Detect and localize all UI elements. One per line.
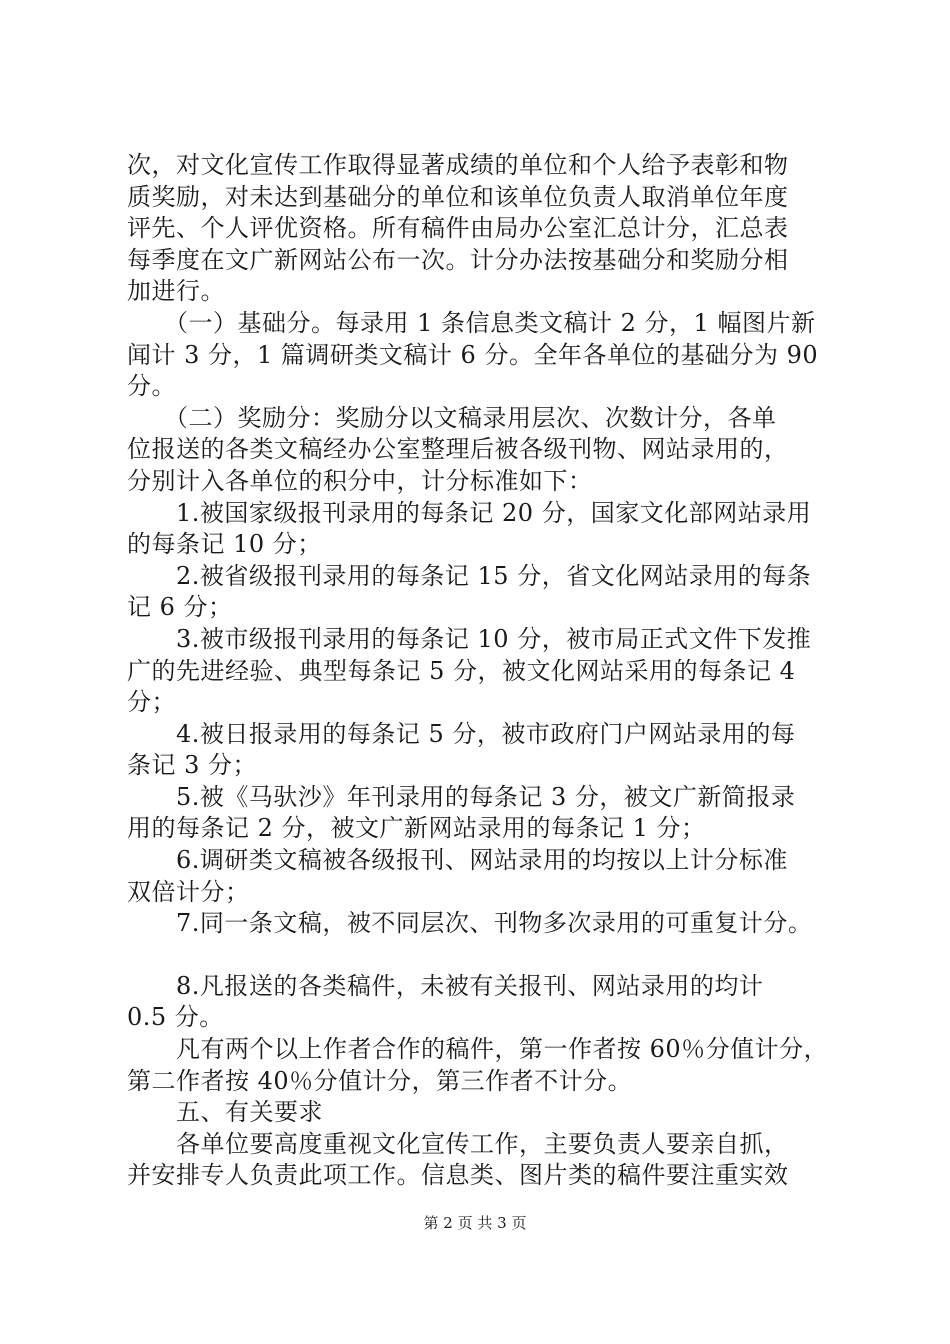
- text-line: 双倍计分；: [127, 877, 250, 906]
- text-line: 分别计入各单位的积分中，计分标准如下：: [127, 466, 593, 495]
- text-line: 5.被《马驮沙》年刊录用的每条记 3 分，被文广新简报录: [127, 782, 796, 811]
- text-line: 质奖励，对未达到基础分的单位和该单位负责人取消单位年度: [127, 182, 789, 211]
- text-line: 用的每条记 2 分，被文广新网站录用的每条记 1 分；: [127, 814, 706, 843]
- text-line: 广的先进经验、典型每条记 5 分，被文化网站采用的每条记 4: [127, 656, 796, 685]
- text-line: 评先、个人评优资格。所有稿件由局办公室汇总计分，汇总表: [127, 214, 789, 243]
- paragraph-gap: [127, 940, 847, 971]
- text-line: 每季度在文广新网站公布一次。计分办法按基础分和奖励分相: [127, 245, 789, 274]
- text-line: 凡有两个以上作者合作的稿件，第一作者按 60％分值计分，: [127, 1035, 829, 1064]
- text-line: 7.同一条文稿，被不同层次、刊物多次录用的可重复计分。: [127, 909, 813, 938]
- text-line: （二）奖励分：奖励分以文稿录用层次、次数计分，各单: [127, 403, 777, 432]
- text-line: 位报送的各类文稿经办公室整理后被各级刊物、网站录用的，: [127, 435, 789, 464]
- text-line: 2.被省级报刊录用的每条记 15 分，省文化网站录用的每条: [127, 561, 812, 590]
- text-line: 加进行。: [127, 277, 225, 306]
- text-line: 8.凡报送的各类稿件，未被有关报刊、网站录用的均计: [127, 971, 764, 1000]
- text-line: 分。: [127, 372, 176, 401]
- text-line: 第二作者按 40％分值计分，第三作者不计分。: [127, 1066, 633, 1095]
- section-heading: 五、有关要求: [127, 1098, 323, 1127]
- text-line: 的每条记 10 分；: [127, 530, 322, 559]
- text-line: 4.被日报录用的每条记 5 分，被市政府门户网站录用的每: [127, 719, 796, 748]
- text-line: 各单位要高度重视文化宣传工作，主要负责人要亲自抓，: [127, 1129, 789, 1158]
- body-text: [127, 150, 847, 1192]
- text-line: 并安排专人负责此项工作。信息类、图片类的稿件要注重实效: [127, 1161, 789, 1190]
- text-line: 3.被市级报刊录用的每条记 10 分，被市局正式文件下发推: [127, 624, 812, 653]
- text-line: 6.调研类文稿被各级报刊、网站录用的均按以上计分标准: [127, 846, 788, 875]
- text-line: 分；: [127, 688, 176, 717]
- text-line: 闻计 3 分，1 篇调研类文稿计 6 分。全年各单位的基础分为 90: [127, 340, 819, 369]
- text-line: 次，对文化宣传工作取得显著成绩的单位和个人给予表彰和物: [127, 151, 789, 179]
- page-number-footer: 第 2 页 共 3 页: [423, 1214, 527, 1232]
- text-line: （一）基础分。每录用 1 条信息类文稿计 2 分，1 幅图片新: [127, 308, 816, 337]
- text-line: 记 6 分；: [127, 593, 233, 622]
- text-line: 0.5 分。: [127, 1003, 224, 1032]
- text-line: 1.被国家级报刊录用的每条记 20 分，国家文化部网站录用: [127, 498, 812, 527]
- text-line: 条记 3 分；: [127, 751, 258, 780]
